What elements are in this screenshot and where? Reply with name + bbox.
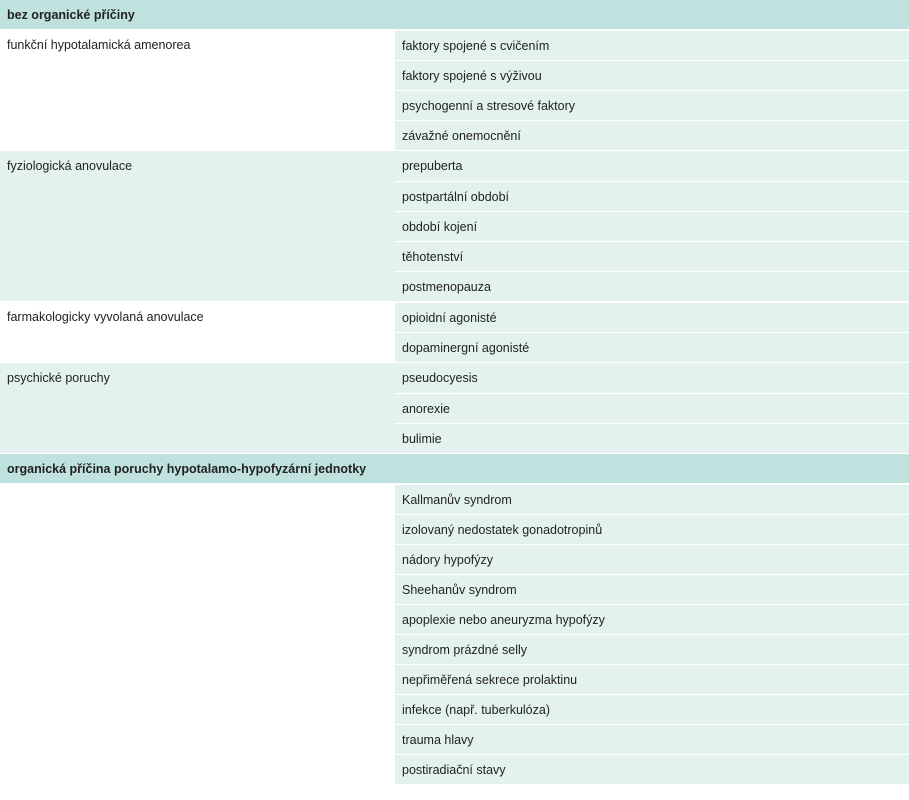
cause-label <box>0 484 395 784</box>
factor-item <box>395 544 909 574</box>
cause-label: farmakologicky vyvolaná anovulace <box>7 310 204 324</box>
factor-item <box>395 181 909 211</box>
table-row <box>0 151 909 302</box>
factor-item <box>395 694 909 724</box>
factor-label: opioidní agonisté <box>402 310 497 325</box>
factor-label: izolovaný nedostatek gonadotropinů <box>402 522 603 537</box>
factor-item <box>395 363 909 393</box>
factor-item <box>395 60 909 90</box>
factor-label: apoplexie nebo aneuryzma hypofýzy <box>402 612 605 627</box>
factor-list <box>395 484 909 784</box>
factor-item <box>395 120 909 150</box>
factor-label: těhotenství <box>402 249 464 264</box>
factor-item <box>395 664 909 694</box>
factor-label: faktory spojené s výživou <box>402 68 542 83</box>
factor-label: psychogenní a stresové faktory <box>402 98 576 113</box>
factor-label: prepuberta <box>402 159 463 173</box>
section-header-label: organická příčina poruchy hypotalamo-hypofyzární jednotky <box>7 461 367 476</box>
section-header <box>0 454 909 484</box>
factor-label: Kallmanův syndrom <box>402 492 512 507</box>
factor-label: nádory hypofýzy <box>402 552 494 567</box>
factor-item <box>395 211 909 241</box>
factor-label: trauma hlavy <box>402 732 474 747</box>
factor-label: nepřiměřená sekrece prolaktinu <box>402 672 578 687</box>
factor-item <box>395 574 909 604</box>
table-row <box>0 484 909 785</box>
factor-label: postiradiační stavy <box>402 762 506 777</box>
factor-list <box>395 30 909 150</box>
factor-label: syndrom prázdné selly <box>402 642 528 657</box>
factor-item <box>395 90 909 120</box>
factor-label: období kojení <box>402 219 478 234</box>
cause-label: fyziologická anovulace <box>7 159 133 173</box>
factor-item <box>395 393 909 423</box>
factor-label: bulimie <box>402 431 442 446</box>
factor-label: Sheehanův syndrom <box>402 582 517 597</box>
factor-list <box>395 151 909 301</box>
factor-label: postpartální období <box>402 189 510 204</box>
factor-item <box>395 332 909 362</box>
factor-item <box>395 724 909 754</box>
section-header <box>0 0 909 30</box>
table-row <box>0 30 909 151</box>
factor-item <box>395 604 909 634</box>
factor-label: postmenopauza <box>402 279 491 294</box>
table-row <box>0 302 909 363</box>
factor-item <box>395 271 909 301</box>
factor-label: faktory spojené s cvičením <box>402 38 550 53</box>
factor-item <box>395 754 909 784</box>
factor-item <box>395 514 909 544</box>
table-row <box>0 363 909 454</box>
factor-item <box>395 302 909 332</box>
cause-label: psychické poruchy <box>7 371 110 385</box>
factor-item <box>395 30 909 60</box>
factor-label: dopaminergní agonisté <box>402 340 530 355</box>
factor-item <box>395 241 909 271</box>
factor-item <box>395 634 909 664</box>
factor-list <box>395 363 909 453</box>
factor-label: závažné onemocnění <box>402 128 521 143</box>
section-header-label: bez organické příčiny <box>7 7 135 22</box>
factor-label: anorexie <box>402 401 450 416</box>
cause-label: funkční hypotalamická amenorea <box>7 38 191 52</box>
factor-label: pseudocyesis <box>402 371 478 385</box>
factor-item <box>395 484 909 514</box>
factor-list <box>395 302 909 362</box>
factor-item <box>395 423 909 453</box>
factor-item <box>395 151 909 181</box>
factor-label: infekce (např. tuberkulóza) <box>402 702 550 717</box>
